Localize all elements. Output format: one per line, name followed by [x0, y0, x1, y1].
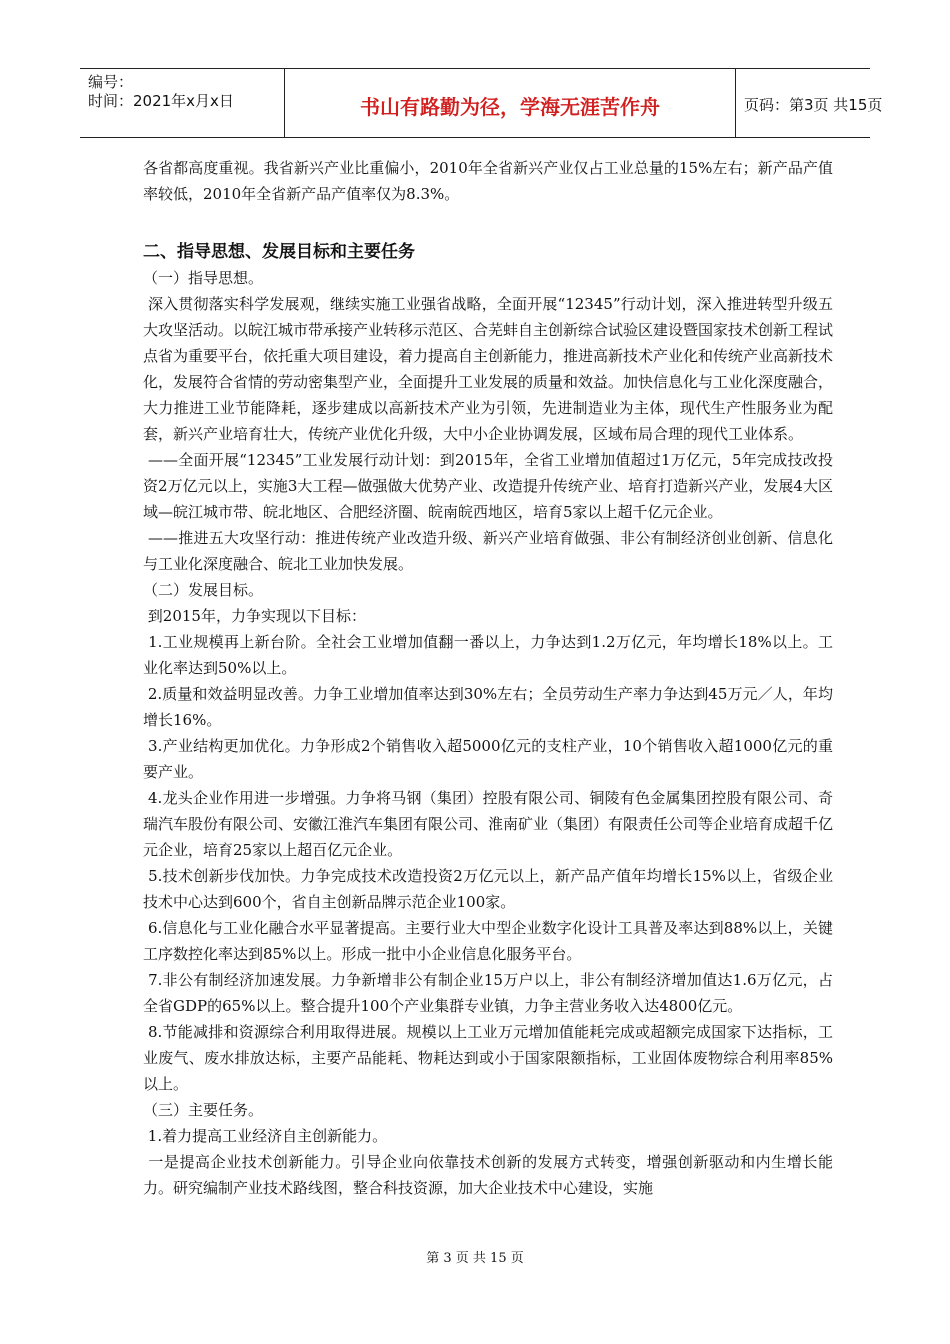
- document-number-label: 编号：: [88, 73, 134, 91]
- document-body: [143, 155, 833, 1201]
- body-paragraph: 6.信息化与工业化融合水平显著提高。主要行业大中型企业数字化设计工具普及率达到88%以上，关键工序数控化率达到85%以上。形成一批中小企业信息化服务平台。: [143, 919, 833, 963]
- body-paragraph: 深入贯彻落实科学发展观，继续实施工业强省战略，全面开展“12345”行动计划，深入推进转型升级五大攻坚活动。以皖江城市带承接产业转移示范区、合芜蚌自主创新综合试验区建设暨国家技术创新工程试点省为重要平台，依托重大项目建设，着力提高自主创新能力，推进高新技术产业化和传统产业高新技术化，发展符合省情的劳动密集型产业，全面提升工业发展的质量和效益。加快信息化与工业化深度融合，大力推进工业节能降耗，逐步建成以高新技术产业为引领，先进制造业为主体，现代生产性服务业为配套，新兴产业培育壮大，传统产业优化升级，大中小企业协调发展，区域布局合理的现代工业体系。: [143, 295, 834, 443]
- body-paragraph: ——全面开展“12345”工业发展行动计划：到2015年，全省工业增加值超过1万亿元，5年完成技改投资2万亿元以上，实施3大工程—做强做大优势产业、改造提升传统产业、培育打造新兴产业，发展4大区域—皖江城市带、皖北地区、合肥经济圈、皖南皖西地区，培育5家以上超千亿元企业。: [143, 451, 833, 521]
- body-paragraph: 4.龙头企业作用进一步增强。力争将马钢（集团）控股有限公司、铜陵有色金属集团控股有限公司、奇瑞汽车股份有限公司、安徽江淮汽车集团有限公司、淮南矿业（集团）有限责任公司等企业培育成超千亿元企业，培育25家以上超百亿元企业。: [143, 789, 834, 859]
- header-page-info: 页码：第3页 共15页: [744, 96, 883, 114]
- header-motto: 书山有路勤为径，学海无涯苦作舟: [360, 95, 660, 119]
- header-table: [80, 68, 883, 138]
- body-paragraph: 7.非公有制经济加速发展。力争新增非公有制企业15万户以上，非公有制经济增加值达1.6万亿元，占全省GDP的65%以上。整合提升100个产业集群专业镇，力争主营业务收入达4800亿元。: [143, 971, 833, 1015]
- body-paragraph: 8.节能减排和资源综合利用取得进展。规模以上工业万元增加值能耗完成或超额完成国家下达指标，工业废气、废水排放达标，主要产品能耗、物耗达到或小于国家限额指标，工业固体废物综合利用率85%以上。: [143, 1023, 833, 1093]
- body-paragraph: 到2015年，力争实现以下目标：: [143, 607, 366, 625]
- header-meta-cell: [80, 69, 284, 137]
- paragraph-list: [143, 265, 833, 1201]
- body-paragraph: （一）指导思想。: [143, 269, 264, 287]
- body-paragraph: 1.着力提高工业经济自主创新能力。: [143, 1127, 388, 1145]
- body-paragraph: 1.工业规模再上新台阶。全社会工业增加值翻一番以上，力争达到1.2万亿元，年均增长18%以上。工业化率达到50%以上。: [143, 633, 833, 677]
- document-date-label: 时间：2021年x月x日: [88, 92, 234, 110]
- lead-paragraph: 各省都高度重视。我省新兴产业比重偏小，2010年全省新兴产业仅占工业总量的15%左右；新产品产值率较低，2010年全省新产品产值率仅为8.3%。: [143, 159, 833, 203]
- section-heading: 二、指导思想、发展目标和主要任务: [143, 242, 415, 262]
- body-paragraph: 5.技术创新步伐加快。力争完成技术改造投资2万亿元以上，新产品产值年均增长15%以上，省级企业技术中心达到600个，省自主创新品牌示范企业100家。: [143, 867, 833, 911]
- body-paragraph: （三）主要任务。: [143, 1101, 264, 1119]
- body-paragraph: 一是提高企业技术创新能力。引导企业向依靠技术创新的发展方式转变，增强创新驱动和内生增长能力。研究编制产业技术路线图，整合科技资源，加大企业技术中心建设，实施: [143, 1153, 833, 1197]
- header-motto-cell: [284, 69, 736, 137]
- body-paragraph: （二）发展目标。: [143, 581, 264, 599]
- header-page-cell: [736, 69, 883, 137]
- page-footer: 第 3 页 共 15 页: [426, 1251, 524, 1266]
- body-paragraph: 3.产业结构更加优化。力争形成2个销售收入超5000亿元的支柱产业，10个销售收入超1000亿元的重要产业。: [143, 737, 833, 781]
- body-paragraph: 2.质量和效益明显改善。力争工业增加值率达到30%左右；全员劳动生产率力争达到45万元／人，年均增长16%。: [143, 685, 833, 729]
- body-paragraph: ——推进五大攻坚行动：推进传统产业改造升级、新兴产业培育做强、非公有制经济创业创新、信息化与工业化深度融合、皖北工业加快发展。: [143, 529, 833, 573]
